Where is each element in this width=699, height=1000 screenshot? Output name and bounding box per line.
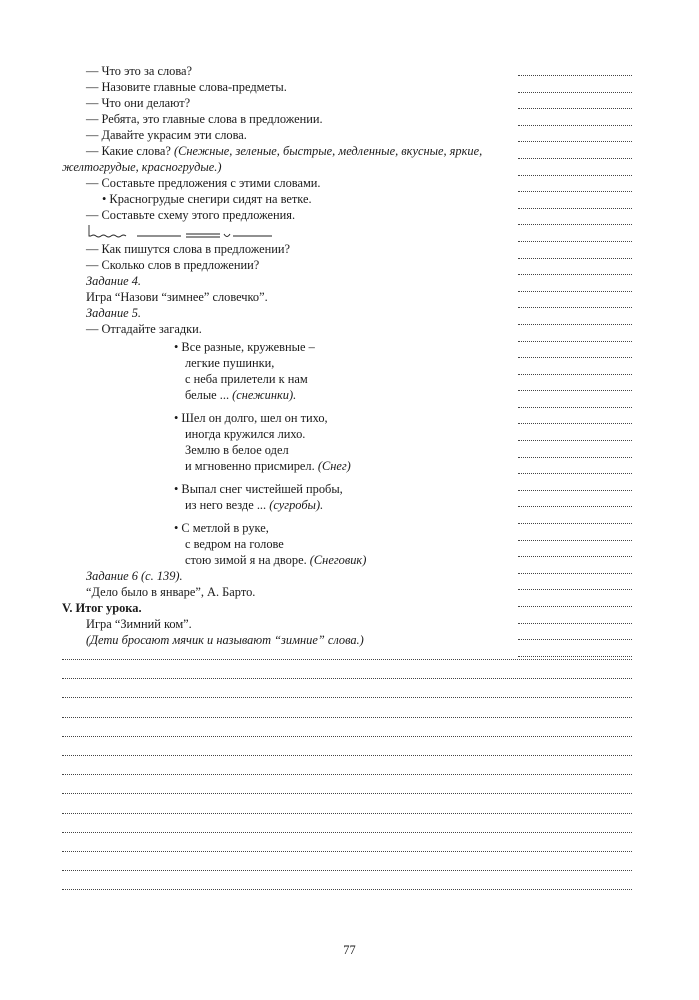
- question-line: — Что это за слова?: [86, 64, 193, 78]
- note-line: [518, 656, 632, 657]
- note-line: [518, 191, 632, 192]
- example-sentence: • Красногрудые снегири сидят на ветке.: [102, 192, 312, 206]
- riddle-line: легкие пушинки,: [185, 356, 275, 370]
- question-line: [62, 143, 512, 159]
- riddle-line: иногда кружился лихо.: [185, 427, 306, 441]
- game-title: Игра “Зимний ком”.: [86, 617, 192, 631]
- question-line: — Отгадайте загадки.: [86, 322, 202, 336]
- riddle-line: [174, 497, 512, 513]
- task-heading: Задание 4.: [86, 274, 142, 288]
- note-line: [62, 678, 632, 679]
- note-line: [62, 813, 632, 814]
- riddle: [174, 520, 512, 568]
- riddle-line: • Выпал снег чистейшей пробы,: [174, 482, 343, 496]
- note-line: [518, 473, 632, 474]
- note-line: [518, 523, 632, 524]
- note-line: [518, 390, 632, 391]
- note-line: [518, 274, 632, 275]
- page-number: 77: [343, 943, 356, 957]
- note-line: [518, 556, 632, 557]
- note-line: [518, 341, 632, 342]
- sentence-scheme-diagram: [62, 223, 302, 241]
- riddle-line: [174, 387, 512, 403]
- riddle-line: [174, 458, 512, 474]
- question-line: — Составьте схему этого предложения.: [86, 208, 296, 222]
- riddle-line: • Все разные, кружевные –: [174, 340, 315, 354]
- note-line: [518, 241, 632, 242]
- note-line: [62, 889, 632, 890]
- riddle-line: Землю в белое одел: [185, 443, 289, 457]
- game-title: Игра “Назови “зимнее” словечко”.: [86, 290, 268, 304]
- note-line: [518, 540, 632, 541]
- note-line: [518, 490, 632, 491]
- note-line: [518, 75, 632, 76]
- note-line: [518, 589, 632, 590]
- riddle-line: с ведром на голове: [185, 537, 284, 551]
- riddle-text: и мгновенно присмирел.: [185, 459, 318, 473]
- note-line: [518, 374, 632, 375]
- answer-continuation: желтогрудые, красногрудые.): [62, 160, 222, 174]
- sentence-scheme: [62, 223, 512, 241]
- section-heading: V. Итог урока.: [62, 601, 142, 615]
- notes-margin-lines: [518, 75, 632, 672]
- riddle-line: с неба прилетели к нам: [185, 372, 308, 386]
- riddle: [174, 410, 512, 474]
- task-heading: Задание 5.: [86, 306, 142, 320]
- riddle-line: • Шел он долго, шел он тихо,: [174, 411, 328, 425]
- note-line: [518, 357, 632, 358]
- question-line: — Давайте украсим эти слова.: [86, 128, 247, 142]
- note-line: [518, 407, 632, 408]
- riddle-line: • С метлой в руке,: [174, 521, 269, 535]
- riddle: [174, 481, 512, 513]
- note-line: [518, 108, 632, 109]
- task-heading: Задание 6 (с. 139).: [86, 569, 183, 583]
- riddle-line: [174, 552, 512, 568]
- note-line: [518, 141, 632, 142]
- note-line: [62, 755, 632, 756]
- question-line: — Составьте предложения с этими словами.: [86, 176, 321, 190]
- reading-title: “Дело было в январе”, А. Барто.: [86, 585, 256, 599]
- note-line: [62, 717, 632, 718]
- riddle: [174, 339, 512, 403]
- question-line: — Сколько слов в предложении?: [86, 258, 260, 272]
- note-line: [62, 659, 632, 660]
- note-line: [518, 158, 632, 159]
- riddle-answer: (снежинки).: [232, 388, 297, 402]
- note-line: [518, 606, 632, 607]
- note-line: [518, 208, 632, 209]
- note-line: [518, 175, 632, 176]
- riddle-answer: (сугробы).: [269, 498, 324, 512]
- note-line: [518, 639, 632, 640]
- notes-lines: [62, 659, 632, 908]
- question-line: — Что они делают?: [86, 96, 191, 110]
- game-note: (Дети бросают мячик и называют “зимние” слова.): [86, 633, 364, 647]
- note-line: [518, 573, 632, 574]
- note-line: [518, 258, 632, 259]
- note-line: [518, 623, 632, 624]
- riddle-text: белые ...: [185, 388, 233, 402]
- note-line: [518, 307, 632, 308]
- riddle-answer: (Снег): [317, 459, 351, 473]
- question-text: — Какие слова?: [86, 144, 174, 158]
- lesson-text: [62, 63, 512, 648]
- note-line: [518, 324, 632, 325]
- note-line: [62, 793, 632, 794]
- note-line: [62, 774, 632, 775]
- question-line: — Ребята, это главные слова в предложении.: [86, 112, 323, 126]
- note-line: [518, 440, 632, 441]
- note-line: [62, 697, 632, 698]
- note-line: [518, 125, 632, 126]
- note-line: [518, 423, 632, 424]
- note-line: [518, 92, 632, 93]
- answer-text: (Снежные, зеленые, быстрые, медленные, вкусные, яркие,: [174, 144, 483, 158]
- note-line: [62, 870, 632, 871]
- note-line: [62, 832, 632, 833]
- question-line: — Как пишутся слова в предложении?: [86, 242, 291, 256]
- note-line: [518, 457, 632, 458]
- riddle-text: стою зимой я на дворе.: [185, 553, 310, 567]
- note-line: [62, 851, 632, 852]
- note-line: [518, 291, 632, 292]
- riddles-block: [62, 339, 512, 568]
- note-line: [518, 506, 632, 507]
- riddle-text: из него везде ...: [185, 498, 270, 512]
- question-line: — Назовите главные слова-предметы.: [86, 80, 287, 94]
- note-line: [518, 224, 632, 225]
- riddle-answer: (Снеговик): [309, 553, 367, 567]
- note-line: [62, 736, 632, 737]
